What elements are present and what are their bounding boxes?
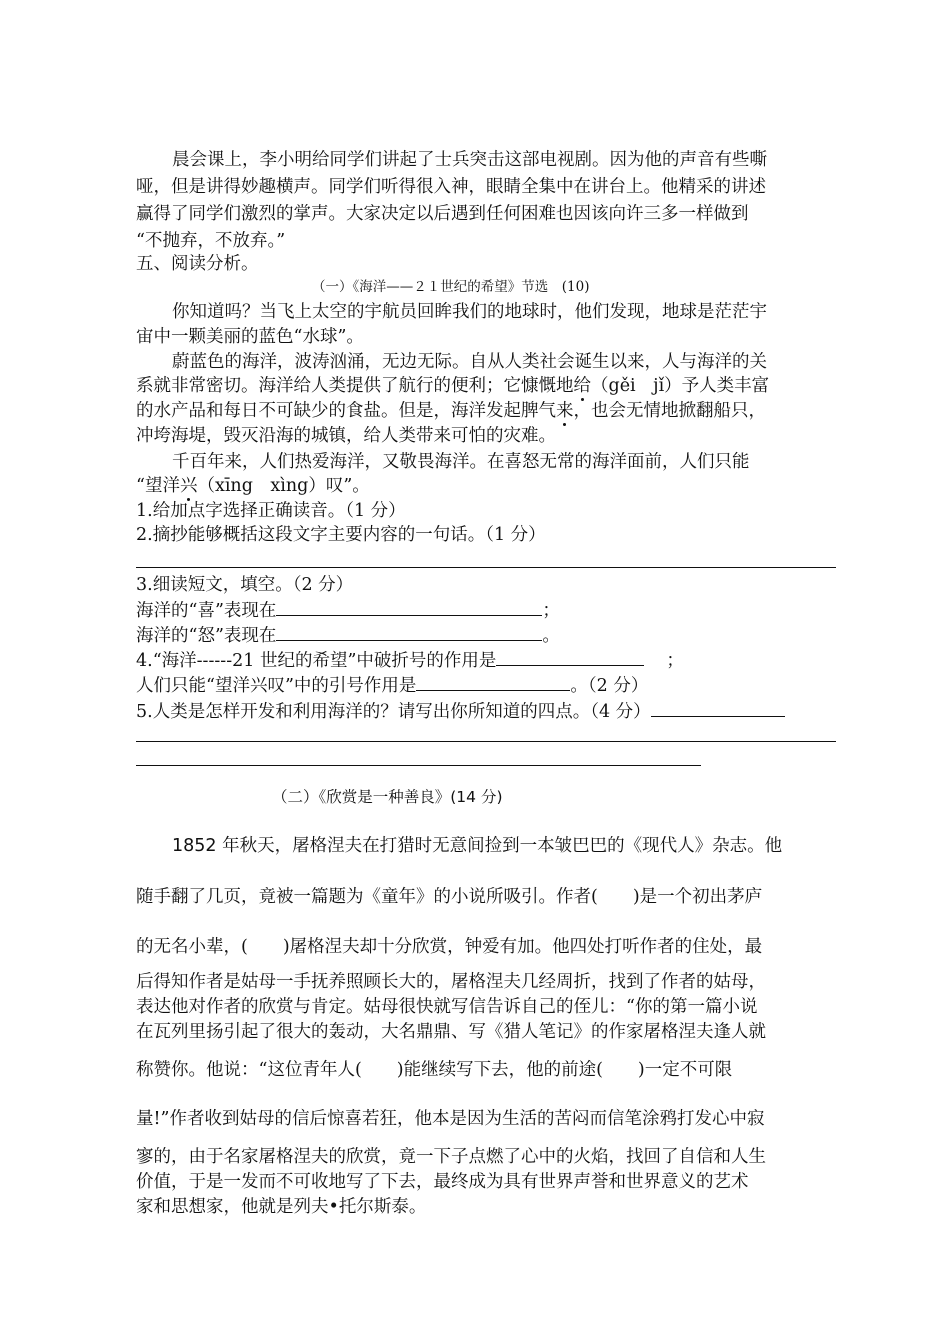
passage2-line-2: 随手翻了几页，竟被一篇题为《童年》的小说所吸引。作者( )是一个初出茅庐 [136, 887, 763, 907]
q3b-blank[interactable] [276, 623, 542, 641]
year-number: 1852 [172, 836, 217, 856]
q3a-label: 海洋的“喜”表现在 [136, 601, 277, 621]
passage2-line-6: 在瓦列里扬引起了很大的轰动，大名鼎鼎、写《猎人笔记》的作家屠格涅夫逢人就 [136, 1022, 766, 1042]
text-run: “望洋 [136, 476, 180, 496]
intro-line-1: 晨会课上，李小明给同学们讲起了士兵突击这部电视剧。因为他的声音有些嘶 [172, 150, 767, 170]
passage2-title: （二）《欣赏是一种善良》(14 分) [272, 788, 503, 806]
q4-blank[interactable] [496, 648, 644, 666]
q3a-blank[interactable] [276, 598, 542, 616]
passage1-p3-line-1: 千百年来，人们热爱海洋，又敬畏海洋。在喜怒无常的海洋面前，人们只能 [172, 452, 750, 472]
section-heading: 五、阅读分析。 [136, 254, 259, 274]
passage2-line-5: 表达他对作者的欣赏与肯定。姑母很快就写信告诉自己的侄儿：“你的第一篇小说 [136, 997, 758, 1017]
dotted-char: 兴 [179, 476, 198, 496]
q5-blank[interactable] [651, 699, 785, 717]
question-3b [136, 623, 836, 648]
passage2-line-4: 后得知作者是姑母一手抚养照顾长大的，屠格涅夫几经周折，找到了作者的姑母， [136, 972, 766, 992]
passage2-line-1 [172, 834, 836, 858]
q4b-label: 人们只能“望洋兴叹”中的引号作用是 [136, 676, 417, 696]
answer-line-q2[interactable] [136, 567, 836, 568]
question-4 [136, 648, 836, 673]
passage2-line-3: 的无名小辈，( )屠格涅夫却十分欣赏，钟爱有加。他四处打听作者的住处，最 [136, 937, 763, 957]
dotted-char: 给 [573, 376, 591, 396]
question-5 [136, 699, 836, 724]
q4b-end: 。（2 分） [570, 676, 649, 696]
text-run: 年秋天，屠格涅夫在打猎时无意间捡到一本皱巴巴的《现代人》杂志。他 [216, 836, 783, 856]
passage2-line-7: 称赞你。他说：“这位青年人( )能继续写下去，他的前途( )一定不可限 [136, 1060, 733, 1080]
intro-line-2: 哑，但是讲得妙趣横声。同学们听得很入神，眼睛全集中在讲台上。他精采的讲述 [136, 177, 766, 197]
passage1-p2-line-4: 冲垮海堤，毁灭沿海的城镇，给人类带来可怕的灾难。 [136, 426, 556, 446]
passage2-line-10: 价值，于是一发而不可收地写了下去，最终成为具有世界声誉和世界意义的艺术 [136, 1172, 749, 1192]
passage1-p1-line-1: 你知道吗？当飞上太空的宇航员回眸我们的地球时，他们发现，地球是茫茫宇 [172, 302, 767, 322]
passage1-p2-line-3 [136, 399, 836, 423]
answer-line-q5-1[interactable] [136, 741, 836, 742]
answer-line-q5-2[interactable] [136, 765, 701, 766]
dotted-char: 来 [556, 401, 574, 421]
passage1-p2-line-2 [136, 374, 836, 398]
question-3a [136, 598, 836, 623]
text-run: 的水产品和每日不可缺少的食盐。但是，海洋发起脾气 [136, 401, 556, 421]
passage2-line-11: 家和思想家，他就是列夫•托尔斯泰。 [136, 1197, 427, 1217]
q3a-end: ； [542, 601, 560, 621]
intro-line-3: 赢得了同学们激烈的掌声。大家决定以后遇到任何困难也因该向许三多一样做到 [136, 204, 749, 224]
text-run: （xīng xìng）叹”。 [197, 476, 370, 496]
q4-label: 4.“海洋------21 世纪的希望”中破折号的作用是 [136, 651, 497, 671]
text-run: 系就非常密切。海洋给人类提供了航行的便利；它慷慨地 [136, 376, 574, 396]
passage2-line-9: 寥的，由于名家屠格涅夫的欣赏，竟一下子点燃了心中的火焰，找回了自信和人生 [136, 1147, 766, 1167]
passage1-p3-line-2 [136, 474, 836, 498]
q3b-label: 海洋的“怒”表现在 [136, 626, 277, 646]
question-3: 3.细读短文，填空。（2 分） [136, 575, 354, 595]
q3b-end: 。 [542, 626, 560, 646]
passage1-p1-line-2: 宙中一颗美丽的蓝色“水球”。 [136, 327, 364, 347]
intro-line-4: “不抛弃，不放弃。” [136, 231, 286, 251]
text-run: ，也会无情地掀翻船只， [573, 401, 766, 421]
question-2: 2.摘抄能够概括这段文字主要内容的一句话。（1 分） [136, 525, 546, 545]
passage1-p2-line-1: 蔚蓝色的海洋，波涛汹涌，无边无际。自从人类社会诞生以来，人与海洋的关 [172, 352, 767, 372]
q4-end: ； [666, 651, 684, 671]
text-run: （gěi jǐ）予人类丰富 [591, 376, 770, 396]
q5-label: 5.人类是怎样开发和利用海洋的？请写出你所知道的四点。（4 分） [136, 702, 651, 722]
question-4b [136, 673, 836, 698]
q4b-blank[interactable] [416, 673, 570, 691]
question-1: 1.给加点字选择正确读音。（1 分） [136, 501, 406, 521]
passage2-line-8: 量!”作者收到姑母的信后惊喜若狂，他本是因为生活的苦闷而信笔涂鸦打发心中寂 [136, 1109, 765, 1129]
passage1-title: （一）《海洋——２１世纪的希望》节选 (10) [312, 279, 590, 295]
